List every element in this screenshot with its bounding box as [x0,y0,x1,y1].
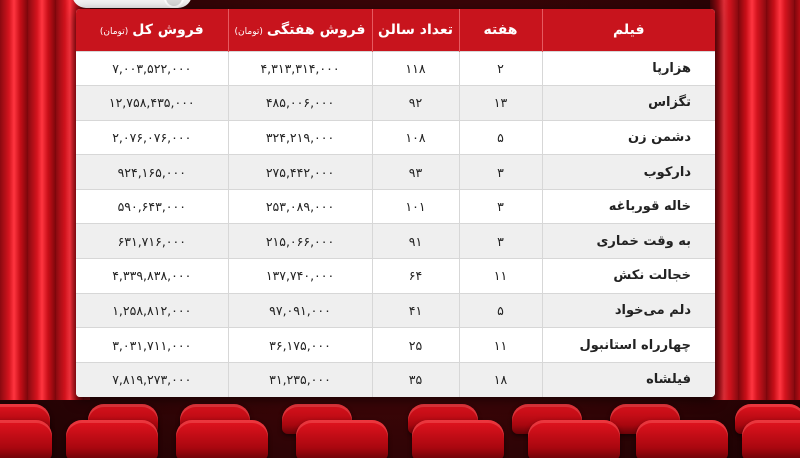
cell-film: دارکوب [542,155,715,190]
seat-icon [176,420,268,458]
cell-halls: ۹۱ [372,224,459,259]
cell-weekly-sales: ۳۶,۱۷۵,۰۰۰ [228,328,372,363]
total-sales-unit: (تومان) [99,26,129,37]
cell-total-sales: ۴,۳۳۹,۸۳۸,۰۰۰ [76,259,228,294]
table-header-row [76,9,715,51]
cell-film: دشمن زن [542,120,715,155]
cell-week: ۲ [459,51,542,86]
cell-weekly-sales: ۳۱,۲۳۵,۰۰۰ [228,362,372,397]
table-row [76,362,715,397]
header-week: هفته [459,9,542,51]
box-office-table [76,9,715,397]
cell-weekly-sales: ۲۷۵,۴۴۲,۰۰۰ [228,155,372,190]
cell-total-sales: ۲,۰۷۶,۰۷۶,۰۰۰ [76,120,228,155]
cell-halls: ۹۲ [372,86,459,121]
cell-week: ۳ [459,155,542,190]
cell-weekly-sales: ۹۷,۰۹۱,۰۰۰ [228,293,372,328]
cell-weekly-sales: ۲۱۵,۰۶۶,۰۰۰ [228,224,372,259]
cell-halls: ۱۰۸ [372,120,459,155]
cell-total-sales: ۹۲۴,۱۶۵,۰۰۰ [76,155,228,190]
table-row [76,259,715,294]
cell-total-sales: ۳,۰۳۱,۷۱۱,۰۰۰ [76,328,228,363]
cell-halls: ۲۵ [372,328,459,363]
cell-weekly-sales: ۲۵۳,۰۸۹,۰۰۰ [228,189,372,224]
weekly-sales-unit: (تومان) [234,26,263,37]
header-total-sales: فروش کل(تومان) [99,21,204,38]
cell-weekly-sales: ۱۳۷,۷۴۰,۰۰۰ [228,259,372,294]
cell-film: خجالت نکش [542,259,715,294]
cell-week: ۱۱ [459,259,542,294]
cell-week: ۱۳ [459,86,542,121]
table-row [76,293,715,328]
cell-total-sales: ۷,۰۰۳,۵۲۲,۰۰۰ [76,51,228,86]
cell-week: ۵ [459,120,542,155]
table-row [76,189,715,224]
cell-total-sales: ۵۹۰,۶۴۳,۰۰۰ [76,189,228,224]
seat-icon [66,420,158,458]
cell-week: ۱۱ [459,328,542,363]
header-halls: تعداد سالن [372,9,459,51]
badge-knob-icon [164,0,184,8]
cell-total-sales: ۱۲,۷۵۸,۴۳۵,۰۰۰ [76,86,228,121]
cell-halls: ۳۵ [372,362,459,397]
cell-week: ۵ [459,293,542,328]
cell-film: به وقت خماری [542,224,715,259]
cell-film: چهارراه استانبول [542,328,715,363]
table-row [76,155,715,190]
cell-film: تگزاس [542,86,715,121]
cell-total-sales: ۱,۲۵۸,۸۱۲,۰۰۰ [76,293,228,328]
header-film: فیلم [542,9,715,51]
cell-week: ۳ [459,189,542,224]
cell-film: دلم می‌خواد [542,293,715,328]
cell-halls: ۴۱ [372,293,459,328]
top-badge [72,0,192,8]
cell-week: ۱۸ [459,362,542,397]
table-row [76,224,715,259]
cell-total-sales: ۷,۸۱۹,۲۷۳,۰۰۰ [76,362,228,397]
cell-film: هزارپا [542,51,715,86]
cell-weekly-sales: ۴,۳۱۳,۳۱۴,۰۰۰ [228,51,372,86]
cell-halls: ۶۴ [372,259,459,294]
seat-icon [742,420,800,458]
cell-week: ۳ [459,224,542,259]
table-row [76,51,715,86]
cell-halls: ۹۳ [372,155,459,190]
right-curtain [710,0,800,400]
cell-film: خاله قورباغه [542,189,715,224]
cell-halls: ۱۰۱ [372,189,459,224]
cell-weekly-sales: ۴۸۵,۰۰۶,۰۰۰ [228,86,372,121]
cell-total-sales: ۶۳۱,۷۱۶,۰۰۰ [76,224,228,259]
sales-table [76,9,715,397]
seat-icon [0,420,52,458]
table-row [76,86,715,121]
header-weekly-sales: فروش هفتگی(تومان) [228,9,372,51]
cell-weekly-sales: ۳۲۴,۲۱۹,۰۰۰ [228,120,372,155]
cell-film: فیلشاه [542,362,715,397]
seat-icon [412,420,504,458]
table-row [76,120,715,155]
seat-icon [636,420,728,458]
cinema-seats [0,398,800,458]
seat-icon [528,420,620,458]
seat-icon [296,420,388,458]
table-row [76,328,715,363]
cell-halls: ۱۱۸ [372,51,459,86]
